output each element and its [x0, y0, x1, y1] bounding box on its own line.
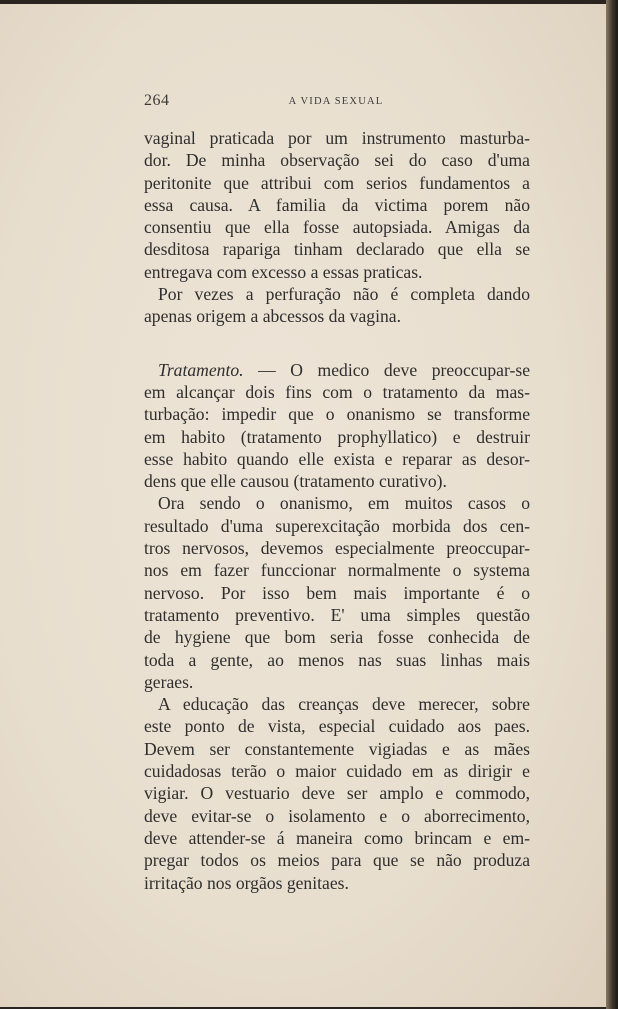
- text-line: tratamento preventivo. E' uma simples questão: [144, 604, 530, 625]
- text-line: entregava com excesso a essas praticas.: [144, 261, 423, 282]
- text-line: vaginal praticada por um instrumento masturba-: [144, 128, 530, 148]
- text-line: em habito (tratamento prophyllatico) e destruir: [144, 426, 530, 447]
- text-line: em alcançar dois fins com o tratamento da mas-: [144, 381, 530, 402]
- text-line: vigiar. O vestuario deve ser amplo e commodo,: [144, 783, 530, 804]
- text-line: Ora sendo o onanismo, em muitos casos o: [158, 493, 530, 514]
- text-line: este ponto de vista, especial cuidado aos paes.: [144, 716, 530, 737]
- text-line: resultado d'uma superexcitação morbida dos cen-: [144, 515, 530, 536]
- text-line: pregar todos os meios para que se não produza: [144, 850, 530, 871]
- body-text: [144, 127, 530, 894]
- text-line: esse habito quando elle exista e reparar as desor-: [144, 448, 530, 469]
- text-line: deve attender-se á maneira como brincam e em-: [144, 827, 530, 848]
- section-heading: Tratamento.: [158, 359, 244, 380]
- text-line: deve evitar-se o isolamento e o aborrecimento,: [144, 805, 530, 826]
- text-line: Devem ser constantemente vigiadas e as mães: [144, 738, 530, 759]
- text-line: geraes.: [144, 671, 194, 692]
- text-line: desditosa rapariga tinham declarado que ella se: [144, 239, 530, 260]
- paragraph-1: [144, 127, 530, 283]
- section-gap: [144, 328, 530, 359]
- running-title: A VIDA SEXUAL: [288, 96, 384, 107]
- paragraph-2: [144, 283, 530, 328]
- page-number: 264: [144, 92, 170, 109]
- text-line: cuidadosas terão o maior cuidado em as dirigir e: [144, 761, 530, 782]
- text-line: nervoso. Por isso bem mais importante é o: [144, 582, 530, 603]
- running-head: [144, 92, 528, 112]
- paragraph-3: [144, 359, 530, 493]
- text-line: turbação: impedir que o onanismo se transforme: [144, 404, 530, 425]
- text-line: nos em fazer funccionar normalmente o systema: [144, 560, 530, 581]
- text-line: apenas origem a abcessos da vagina.: [144, 306, 401, 327]
- text-line: tros nervosos, devemos especialmente preoccupar-: [144, 538, 530, 559]
- text-line: dor. De minha observação sei do caso d'uma: [144, 150, 530, 171]
- book-spine-edge: [606, 0, 618, 1009]
- text-fragment: — O medico deve preoccupar-se: [243, 359, 530, 380]
- text-line: [144, 359, 530, 381]
- text-line: dens que elle causou (tratamento curativo).: [144, 471, 447, 492]
- text-line: peritonite que attribui com serios fundamentos a: [144, 172, 530, 193]
- text-line: A educação das creanças deve merecer, sobre: [158, 694, 530, 715]
- text-line: essa causa. A familia da victima porem não: [144, 194, 530, 215]
- text-line: de hygiene que bom seria fosse conhecida de: [144, 627, 530, 648]
- text-line: Por vezes a perfuração não é completa dando: [158, 284, 530, 305]
- text-line: irritação nos orgãos genitaes.: [144, 872, 349, 893]
- text-line: toda a gente, ao menos nas suas linhas mais: [144, 649, 530, 670]
- paragraph-5: [144, 693, 530, 894]
- paragraph-4: [144, 492, 530, 693]
- book-page: [0, 4, 607, 1007]
- text-line: consentiu que ella fosse autopsiada. Amigas da: [144, 217, 530, 238]
